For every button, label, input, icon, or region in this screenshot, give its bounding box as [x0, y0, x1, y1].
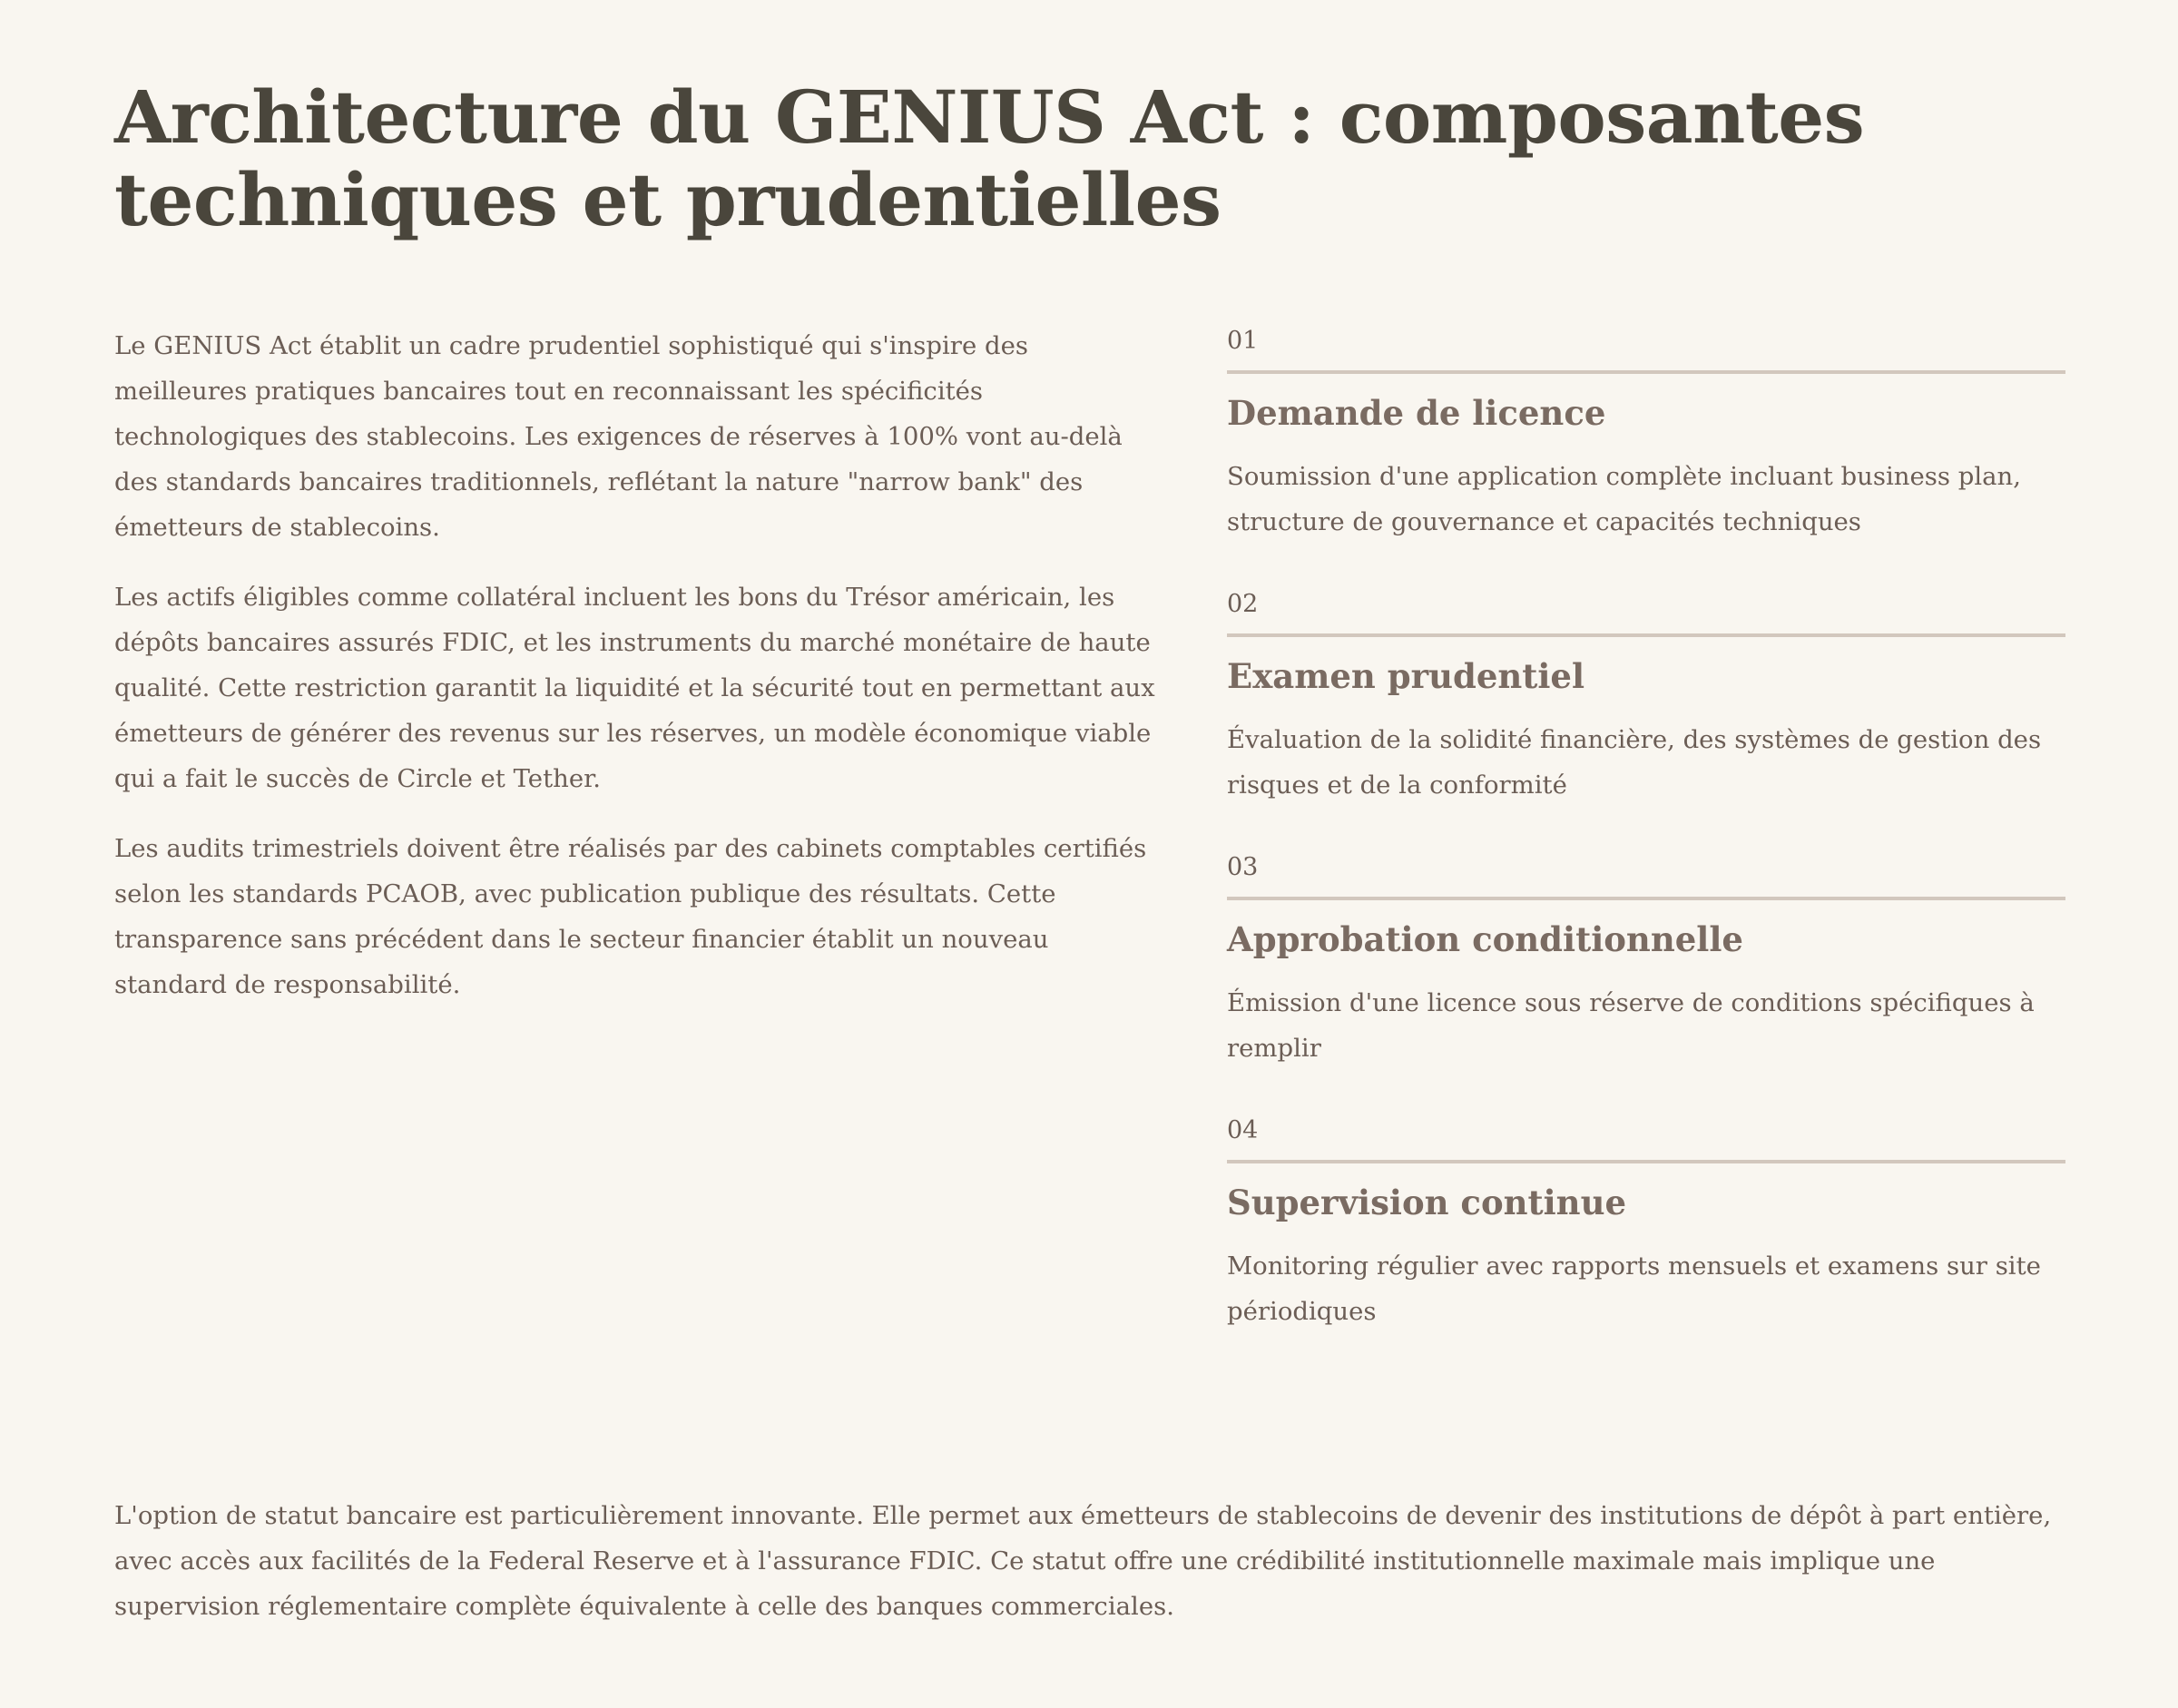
two-column-section: [114, 323, 2065, 1376]
process-step-1: [1227, 323, 2065, 545]
intro-paragraph-2: Les actifs éligibles comme collatéral incluent les bons du Trésor américain, les dépôts bancaires assurés FDIC, et les instruments du marché monétaire de haute qualité. Cette restriction garantit la liquidité et la sécurité tout en permettant aux émetteurs de générer des revenus sur les réserves, un modèle économique viable qui a fait le succès de Circle et Tether.: [114, 583, 1155, 793]
step-number: 02: [1227, 586, 2065, 637]
intro-text-column: [114, 323, 1158, 1376]
step-title: Approbation conditionnelle: [1227, 919, 1743, 959]
step-number: 04: [1227, 1113, 2065, 1163]
intro-paragraph-1: Le GENIUS Act établit un cadre prudentiel sophistiqué qui s'inspire des meilleures pratiques bancaires tout en reconnaissant les spécificités technologiques des stablecoins. Les exigences de réserves à 100% vont au-delà des standards bancaires traditionnels, reflétant la nature "narrow bank" des émetteurs de stablecoins.: [114, 331, 1123, 542]
page-title: Architecture du GENIUS Act : composantes techniques et prudentielles: [114, 74, 1865, 243]
closing-paragraph: L'option de statut bancaire est particulièrement innovante. Elle permet aux émetteurs de stablecoins de devenir des institutions de dépôt à part entière, avec accès aux facilités de la Federal Reserve et à l'assurance FDIC. Ce statut offre une crédibilité institutionnelle maximale mais implique une supervision réglementaire complète équivalente à celle des banques commerciales.: [114, 1501, 2052, 1621]
step-description: Soumission d'une application complète incluant business plan, structure de gouvernance et capacités techniques: [1227, 462, 2021, 536]
step-title: Examen prudentiel: [1227, 656, 1585, 696]
step-title: Demande de licence: [1227, 393, 1606, 433]
step-title: Supervision continue: [1227, 1183, 1627, 1222]
process-step-3: [1227, 849, 2065, 1071]
process-step-2: [1227, 586, 2065, 808]
process-steps-list: [1227, 323, 2065, 1376]
process-step-4: [1227, 1113, 2065, 1334]
intro-paragraph-3: Les audits trimestriels doivent être réalisés par des cabinets comptables certifiés selon les standards PCAOB, avec publication publique des résultats. Cette transparence sans précédent dans le secteur financier établit un nouveau standard de responsabilité.: [114, 834, 1147, 999]
step-number: 03: [1227, 849, 2065, 900]
step-description: Monitoring régulier avec rapports mensuels et examens sur site périodiques: [1227, 1252, 2041, 1326]
step-number: 01: [1227, 323, 2065, 374]
step-description: Évaluation de la solidité financière, des systèmes de gestion des risques et de la conformité: [1227, 725, 2042, 800]
step-description: Émission d'une licence sous réserve de conditions spécifiques à remplir: [1227, 988, 2035, 1063]
